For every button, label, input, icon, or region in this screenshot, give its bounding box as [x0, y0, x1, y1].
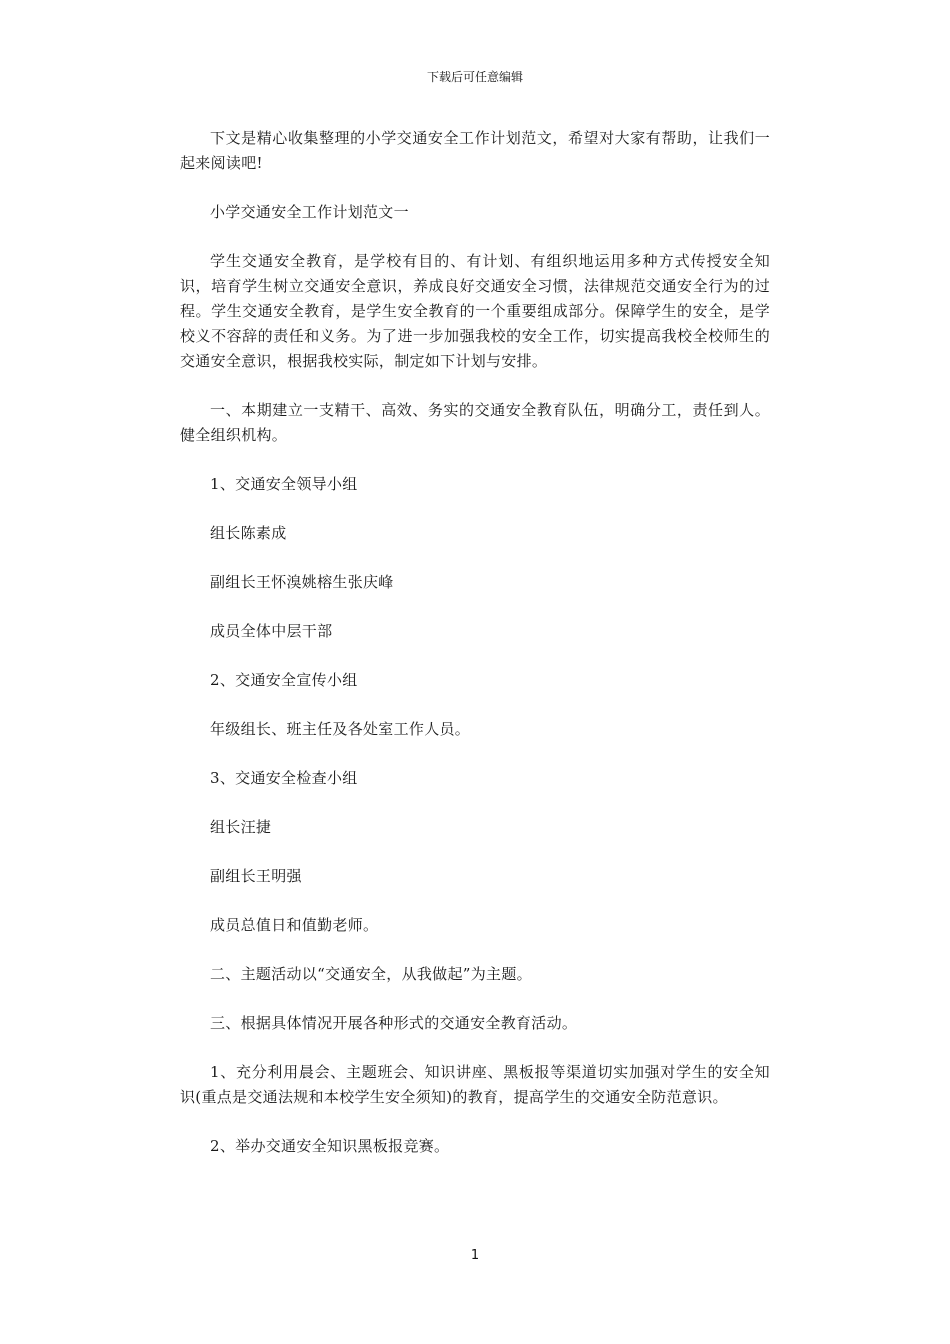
- paragraph-item-2: 二、主题活动以“交通安全，从我做起”为主题。: [210, 965, 532, 983]
- paragraph-leader: 组长陈素成: [210, 524, 287, 542]
- paragraph-activity-2: 2、举办交通安全知识黑板报竞赛。: [210, 1137, 450, 1155]
- page-header: 下载后可任意编辑: [426, 70, 523, 84]
- paragraph-item-1: 一、本期建立一支精干、高效、务实的交通安全教育队伍，明确分工，责任到人。健全组织机构。: [180, 401, 770, 444]
- paragraph-item-3: 三、根据具体情况开展各种形式的交通安全教育活动。: [210, 1014, 578, 1032]
- paragraph-inspection-deputy: 副组长王明强: [210, 867, 302, 885]
- section-title: 小学交通安全工作计划范文一: [210, 203, 409, 221]
- paragraph-deputy-leaders: 副组长王怀溴姚榕生张庆峰: [210, 573, 394, 591]
- page-number: 1: [470, 1248, 480, 1263]
- paragraph-members: 成员全体中层干部: [210, 622, 333, 640]
- paragraph-inspection-members: 成员总值日和值勤老师。: [210, 916, 379, 934]
- subheading-leadership-group: 1、交通安全领导小组: [210, 475, 358, 493]
- paragraph-activity-1: 1、充分利用晨会、主题班会、知识讲座、黑板报等渠道切实加强对学生的安全知识(重点是交通法规和本校学生安全须知)的教育，提高学生的交通安全防范意识。: [180, 1063, 770, 1106]
- document-body: [180, 126, 770, 1183]
- paragraph-intro: 下文是精心收集整理的小学交通安全工作计划范文，希望对大家有帮助，让我们一起来阅读吧!: [180, 129, 770, 172]
- paragraph-publicity-members: 年级组长、班主任及各处室工作人员。: [210, 720, 471, 738]
- subheading-publicity-group: 2、交通安全宣传小组: [210, 671, 358, 689]
- subheading-inspection-group: 3、交通安全检查小组: [210, 769, 358, 787]
- paragraph-overview: 学生交通安全教育，是学校有目的、有计划、有组织地运用多种方式传授安全知识，培育学生树立交通安全意识，养成良好交通安全习惯，法律规范交通安全行为的过程。学生交通安全教育，是学生安全教育的一个重要组成部分。保障学生的安全，是学校义不容辞的责任和义务。为了进一步加强我校的安全工作，切实提高我校全校师生的交通安全意识，根据我校实际，制定如下计划与安排。: [180, 252, 770, 370]
- paragraph-inspection-leader: 组长汪捷: [210, 818, 272, 836]
